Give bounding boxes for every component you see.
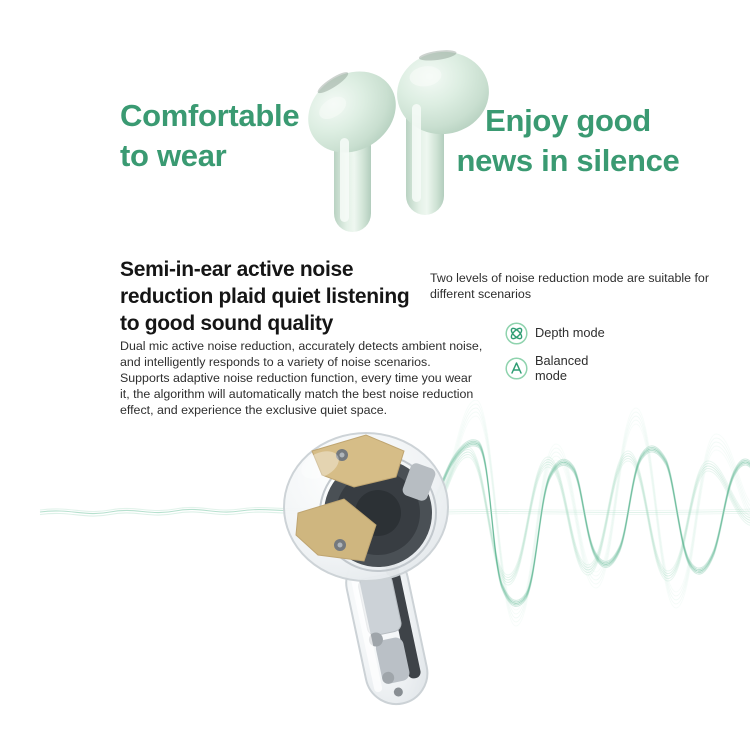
title-line: reduction plaid quiet listening bbox=[120, 285, 410, 308]
title-line: Semi-in-ear active noise bbox=[120, 258, 354, 281]
body-line: and intelligently responds to a variety of noise scenarios. bbox=[120, 355, 431, 369]
body-line: Supports adaptive noise reduction function, every time you wear bbox=[120, 371, 472, 385]
intro-line: different scenarios bbox=[430, 287, 532, 301]
transparent-earbud-illustration bbox=[278, 425, 468, 717]
left-earbud bbox=[298, 54, 411, 232]
mode-item-balanced bbox=[505, 354, 609, 383]
left-thin-wave bbox=[40, 507, 312, 516]
modes-intro-text bbox=[430, 270, 709, 302]
intro-line: Two levels of noise reduction mode are suitable for bbox=[430, 271, 709, 285]
depth-mode-icon bbox=[505, 322, 528, 345]
balanced-mode-icon bbox=[505, 357, 528, 380]
body-line: Dual mic active noise reduction, accurately detects ambient noise, bbox=[120, 339, 483, 353]
tagline-enjoy bbox=[452, 101, 684, 181]
mode-list bbox=[505, 322, 609, 383]
right-wave-bundle bbox=[420, 400, 750, 626]
tagline-line: to wear bbox=[120, 138, 227, 173]
tagline-line: Enjoy good bbox=[485, 103, 651, 138]
body-line: effect, and experience the exclusive quiet space. bbox=[120, 403, 388, 417]
mode-item-depth bbox=[505, 322, 609, 345]
mode-label: Depth mode bbox=[535, 325, 605, 341]
title-line: to good sound quality bbox=[120, 312, 334, 335]
body-line: it, the algorithm will automatically match the best noise reduction bbox=[120, 387, 474, 401]
tagline-line: Comfortable bbox=[120, 98, 300, 133]
tagline-line: news in silence bbox=[456, 143, 680, 178]
tagline-comfortable bbox=[120, 96, 299, 176]
section-title bbox=[120, 256, 409, 337]
earbud-head-internals bbox=[284, 433, 448, 581]
mode-label: Balanced mode bbox=[535, 353, 589, 383]
